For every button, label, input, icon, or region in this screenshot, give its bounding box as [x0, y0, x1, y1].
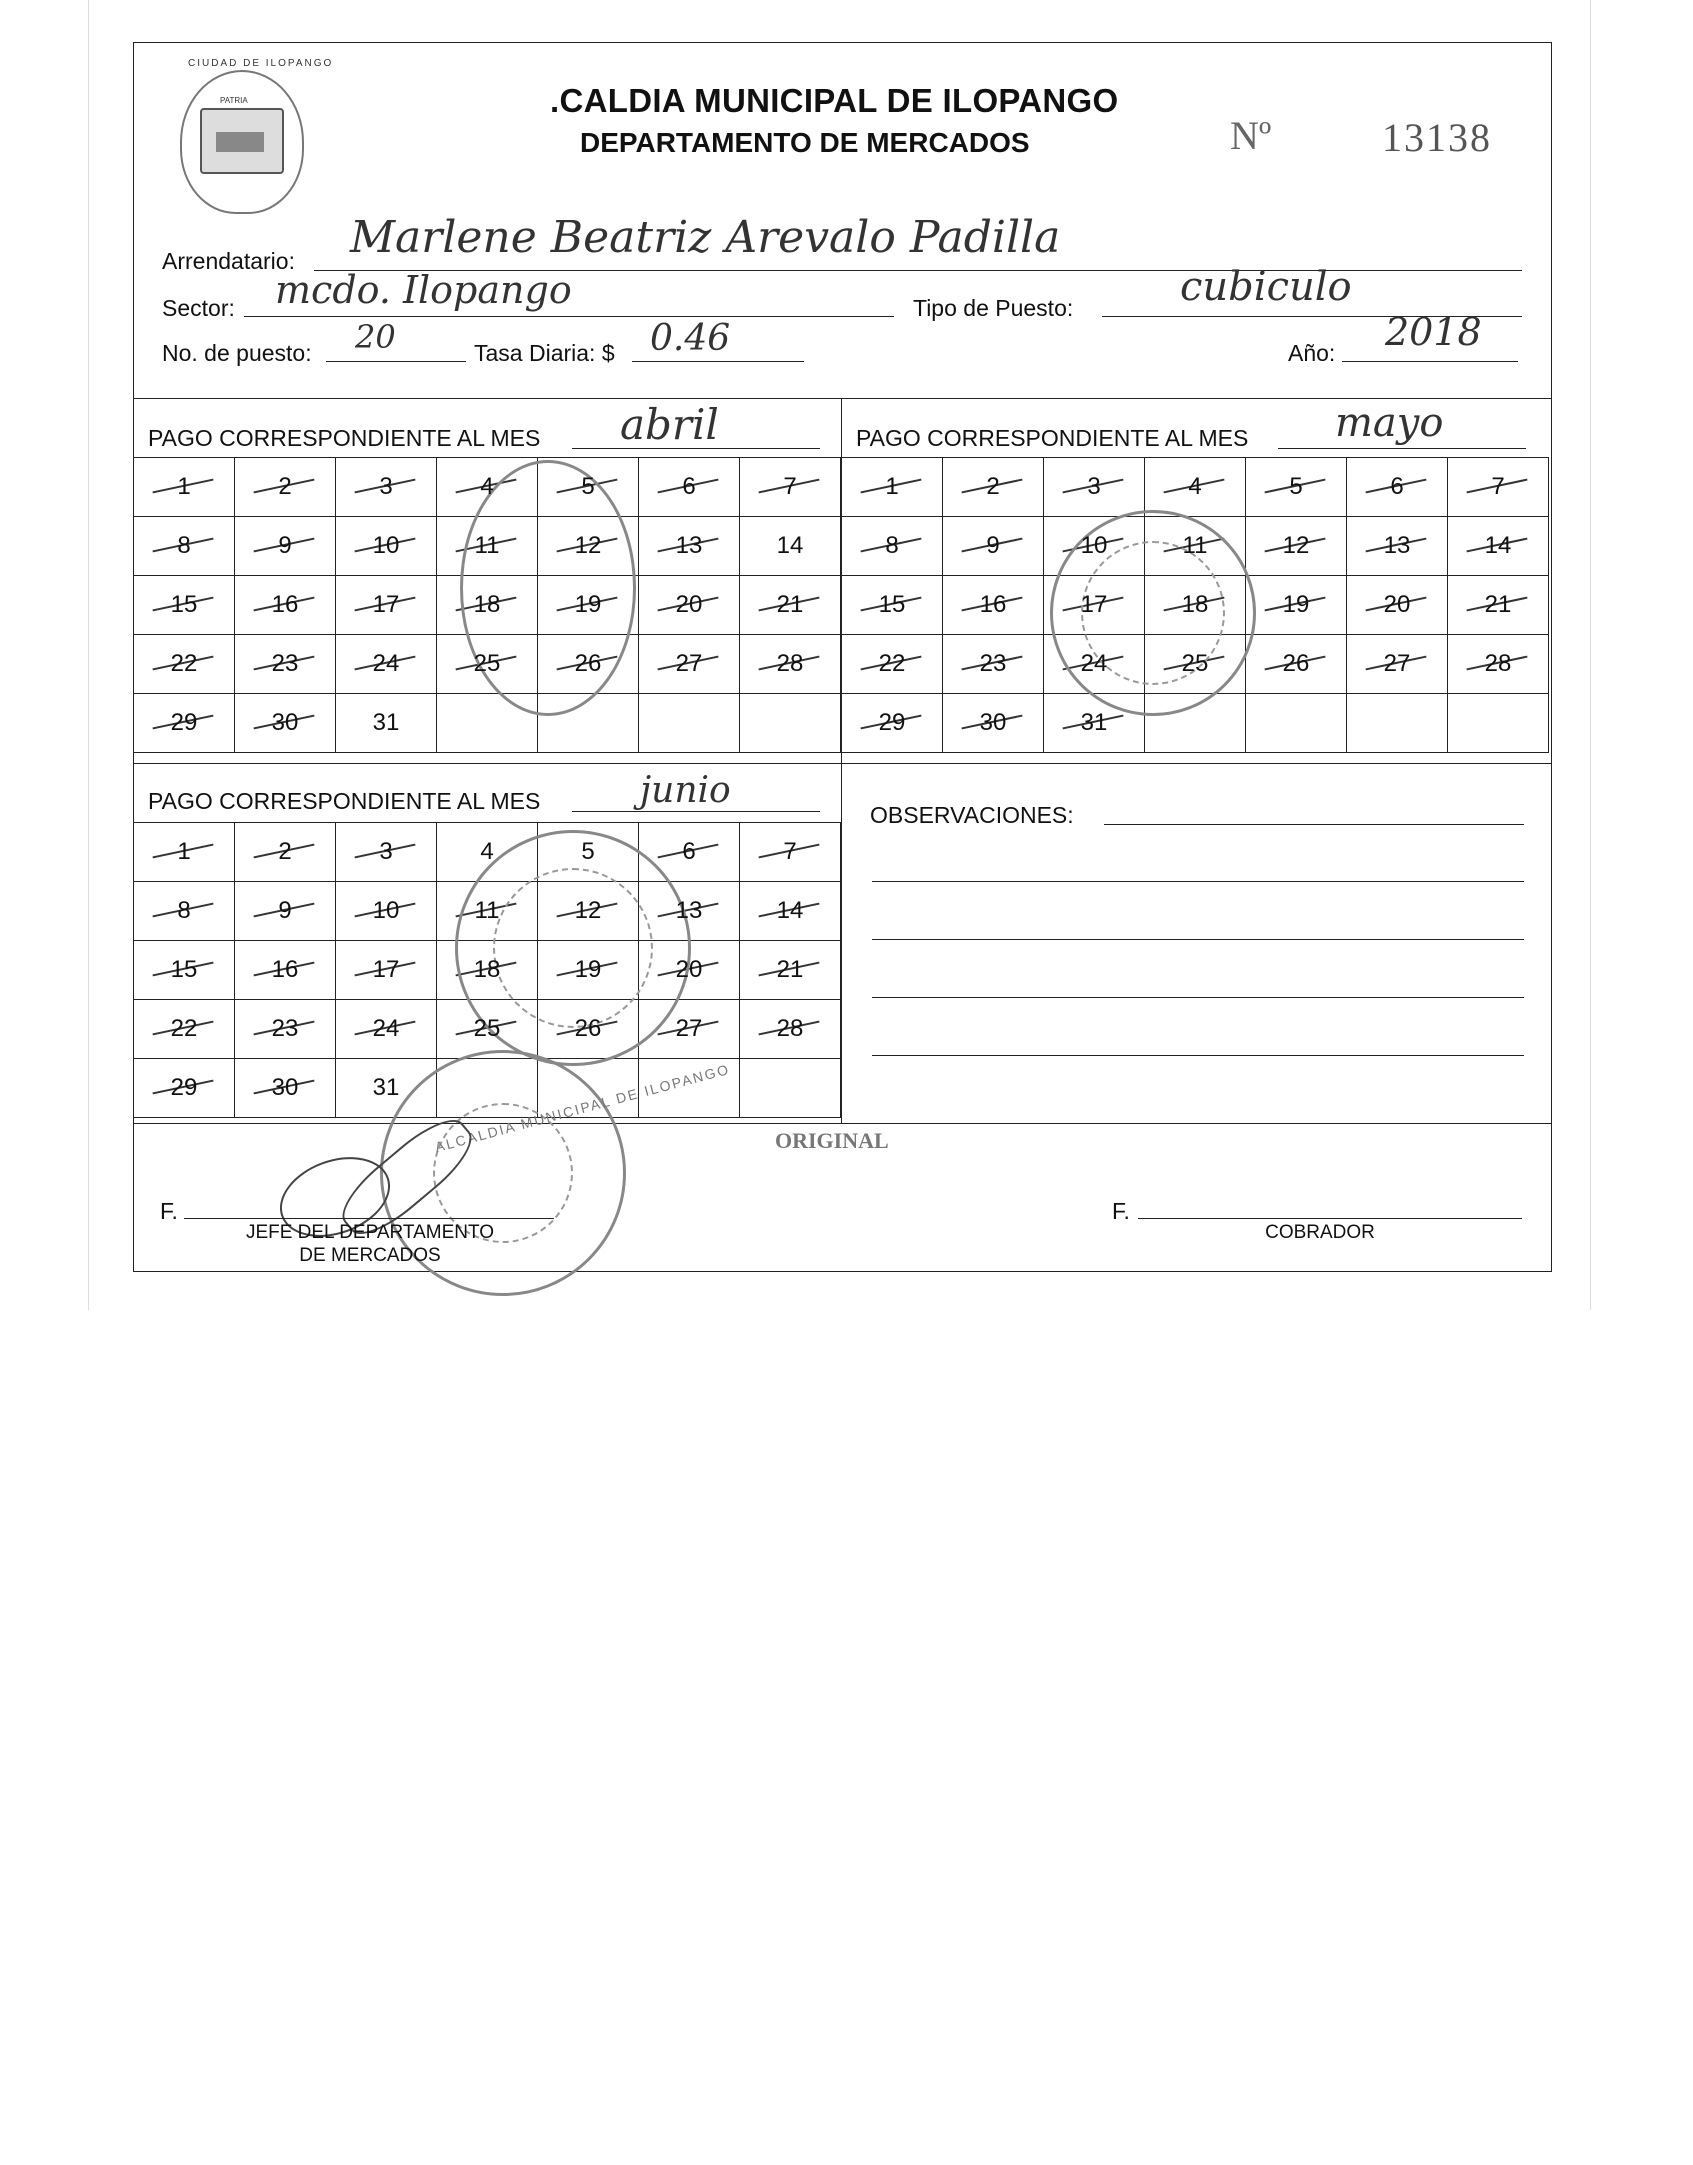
coat-of-arms-icon	[180, 70, 304, 214]
day-cell[interactable]: 16	[943, 576, 1044, 635]
day-cell[interactable]: 21	[1448, 576, 1549, 635]
day-cell[interactable]: 15	[134, 576, 235, 635]
day-cell[interactable]: 27	[639, 1000, 740, 1059]
day-cell[interactable]: 26	[538, 1000, 639, 1059]
day-cell[interactable]: 21	[740, 941, 841, 1000]
tipo-value: cubiculo	[1180, 264, 1352, 310]
month-name: mayo	[1335, 400, 1444, 446]
divider	[134, 1123, 1551, 1124]
original-label: ORIGINAL	[775, 1128, 889, 1153]
signature-line[interactable]	[184, 1218, 554, 1219]
divider	[134, 763, 1551, 764]
day-cell[interactable]: 28	[1448, 635, 1549, 694]
day-cell[interactable]: 5	[538, 458, 639, 517]
tasa-label: Tasa Diaria: $	[474, 340, 615, 366]
day-cell[interactable]: 13	[639, 882, 740, 941]
month-line	[572, 811, 820, 812]
page-edge	[1590, 0, 1591, 1310]
month-name: abril	[620, 400, 719, 449]
day-cell[interactable]: 19	[1246, 576, 1347, 635]
day-cell[interactable]: 28	[740, 635, 841, 694]
day-cell	[639, 694, 740, 753]
day-cell[interactable]: 19	[538, 576, 639, 635]
tasa-line	[632, 361, 804, 362]
day-cell	[1246, 694, 1347, 753]
day-cell[interactable]: 17	[336, 941, 437, 1000]
day-cell[interactable]: 12	[538, 517, 639, 576]
day-cell[interactable]: 31	[1044, 694, 1145, 753]
day-cell[interactable]: 9	[235, 882, 336, 941]
day-cell[interactable]: 30	[235, 1059, 336, 1118]
day-cell[interactable]: 24	[1044, 635, 1145, 694]
municipality-title: .CALDIA MUNICIPAL DE ILOPANGO	[550, 82, 1119, 119]
observaciones-line[interactable]	[872, 1055, 1524, 1056]
day-cell[interactable]: 31	[336, 694, 437, 753]
day-cell[interactable]: 1	[134, 823, 235, 882]
sector-value: mcdo. Ilopango	[275, 268, 572, 312]
anio-line	[1342, 361, 1518, 362]
day-cell[interactable]: 4	[437, 458, 538, 517]
day-cell[interactable]: 28	[740, 1000, 841, 1059]
day-cell[interactable]: 14	[740, 517, 841, 576]
day-cell[interactable]: 4	[437, 823, 538, 882]
day-cell[interactable]: 26	[1246, 635, 1347, 694]
month-name: junio	[640, 770, 731, 811]
observaciones-line[interactable]	[872, 881, 1524, 882]
day-cell[interactable]: 11	[1145, 517, 1246, 576]
day-cell[interactable]: 8	[134, 882, 235, 941]
day-cell[interactable]: 11	[437, 517, 538, 576]
day-cell	[740, 1059, 841, 1118]
day-cell[interactable]: 14	[740, 882, 841, 941]
day-cell[interactable]: 7	[740, 458, 841, 517]
receipt-number: 13138	[1382, 115, 1492, 160]
puesto-value: 20	[355, 318, 396, 356]
day-cell	[1448, 694, 1549, 753]
day-cell[interactable]: 30	[943, 694, 1044, 753]
f-label: F.	[160, 1198, 178, 1224]
day-cell[interactable]: 8	[842, 517, 943, 576]
arrendatario-label: Arrendatario:	[162, 248, 295, 274]
day-cell[interactable]: 20	[639, 576, 740, 635]
day-cell[interactable]: 17	[1044, 576, 1145, 635]
day-cell[interactable]: 23	[943, 635, 1044, 694]
day-cell[interactable]: 1	[842, 458, 943, 517]
day-cell[interactable]: 21	[740, 576, 841, 635]
day-cell[interactable]: 10	[1044, 517, 1145, 576]
day-cell[interactable]: 6	[639, 458, 740, 517]
day-cell[interactable]: 17	[336, 576, 437, 635]
day-cell[interactable]: 18	[437, 576, 538, 635]
day-cell[interactable]: 14	[1448, 517, 1549, 576]
day-cell[interactable]: 15	[134, 941, 235, 1000]
mayo-day-grid	[841, 457, 1549, 753]
day-cell[interactable]: 29	[134, 1059, 235, 1118]
arrendatario-value: Marlene Beatriz Arevalo Padilla	[350, 212, 1061, 263]
day-cell[interactable]: 23	[235, 635, 336, 694]
seal-text: CIUDAD DE ILOPANGO	[188, 58, 334, 69]
day-cell[interactable]: 27	[639, 635, 740, 694]
month-line	[1278, 448, 1526, 449]
day-cell[interactable]: 7	[740, 823, 841, 882]
day-cell[interactable]: 10	[336, 882, 437, 941]
day-cell	[740, 694, 841, 753]
day-cell[interactable]: 16	[235, 941, 336, 1000]
day-cell[interactable]: 20	[1347, 576, 1448, 635]
day-cell[interactable]: 20	[639, 941, 740, 1000]
f-label: F.	[1112, 1198, 1130, 1224]
day-cell[interactable]: 3	[336, 458, 437, 517]
puesto-label: No. de puesto:	[162, 340, 312, 366]
signature-line[interactable]	[1138, 1218, 1522, 1219]
day-cell[interactable]: 5	[538, 823, 639, 882]
day-cell[interactable]: 30	[235, 694, 336, 753]
day-cell[interactable]: 25	[437, 1000, 538, 1059]
sector-label: Sector:	[162, 295, 235, 321]
day-cell[interactable]: 29	[842, 694, 943, 753]
day-cell[interactable]: 22	[134, 635, 235, 694]
department-title: DEPARTAMENTO DE MERCADOS	[580, 127, 1030, 158]
sector-line	[244, 316, 894, 317]
day-cell	[1347, 694, 1448, 753]
day-cell[interactable]: 24	[336, 635, 437, 694]
day-cell[interactable]: 31	[336, 1059, 437, 1118]
day-cell[interactable]: 18	[437, 941, 538, 1000]
tipo-label: Tipo de Puesto:	[913, 295, 1074, 321]
page-edge	[88, 0, 89, 1310]
day-cell[interactable]: 16	[235, 576, 336, 635]
day-cell[interactable]: 22	[842, 635, 943, 694]
month-title: PAGO CORRESPONDIENTE AL MES	[148, 788, 541, 814]
seal-motto: PATRIA	[220, 96, 248, 105]
month-title: PAGO CORRESPONDIENTE AL MES	[148, 425, 541, 451]
day-cell[interactable]: 7	[1448, 458, 1549, 517]
day-cell[interactable]: 12	[1246, 517, 1347, 576]
day-cell[interactable]: 27	[1347, 635, 1448, 694]
anio-value: 2018	[1385, 310, 1482, 354]
day-cell[interactable]: 8	[134, 517, 235, 576]
day-cell[interactable]: 9	[235, 517, 336, 576]
day-cell[interactable]: 13	[1347, 517, 1448, 576]
puesto-line	[326, 361, 466, 362]
observaciones-line[interactable]	[872, 997, 1524, 998]
day-cell[interactable]: 5	[1246, 458, 1347, 517]
day-cell[interactable]: 22	[134, 1000, 235, 1059]
cobrador-title: COBRADOR	[1265, 1222, 1375, 1243]
observaciones-line[interactable]	[1104, 824, 1524, 825]
day-cell[interactable]: 24	[336, 1000, 437, 1059]
jefe-title: DE MERCADOS	[299, 1245, 441, 1266]
day-cell[interactable]: 13	[639, 517, 740, 576]
day-cell[interactable]: 2	[943, 458, 1044, 517]
tasa-value: 0.46	[650, 318, 731, 359]
day-cell[interactable]: 1	[134, 458, 235, 517]
day-cell[interactable]: 2	[235, 823, 336, 882]
day-cell[interactable]: 6	[639, 823, 740, 882]
day-cell[interactable]: 25	[437, 635, 538, 694]
anio-label: Año:	[1288, 340, 1336, 366]
observaciones-line[interactable]	[872, 939, 1524, 940]
month-title: PAGO CORRESPONDIENTE AL MES	[856, 425, 1249, 451]
day-cell[interactable]: 11	[437, 882, 538, 941]
stamp-text: ALCALDIA MUNICIPAL DE ILOPANGO	[433, 1060, 732, 1156]
day-cell[interactable]: 18	[1145, 576, 1246, 635]
number-label: Nº	[1230, 113, 1272, 158]
day-cell[interactable]: 2	[235, 458, 336, 517]
day-cell[interactable]: 25	[1145, 635, 1246, 694]
day-cell[interactable]: 9	[943, 517, 1044, 576]
day-cell[interactable]: 4	[1145, 458, 1246, 517]
day-cell[interactable]: 29	[134, 694, 235, 753]
observaciones-label: OBSERVACIONES:	[870, 802, 1074, 828]
divider	[134, 398, 1551, 399]
day-cell[interactable]: 3	[336, 823, 437, 882]
day-cell[interactable]: 15	[842, 576, 943, 635]
day-cell[interactable]: 26	[538, 635, 639, 694]
jefe-title: JEFE DEL DEPARTAMENTO	[245, 1222, 495, 1243]
day-cell[interactable]: 19	[538, 941, 639, 1000]
day-cell[interactable]: 12	[538, 882, 639, 941]
day-cell[interactable]: 10	[336, 517, 437, 576]
day-cell[interactable]: 3	[1044, 458, 1145, 517]
day-cell[interactable]: 6	[1347, 458, 1448, 517]
day-cell[interactable]: 23	[235, 1000, 336, 1059]
